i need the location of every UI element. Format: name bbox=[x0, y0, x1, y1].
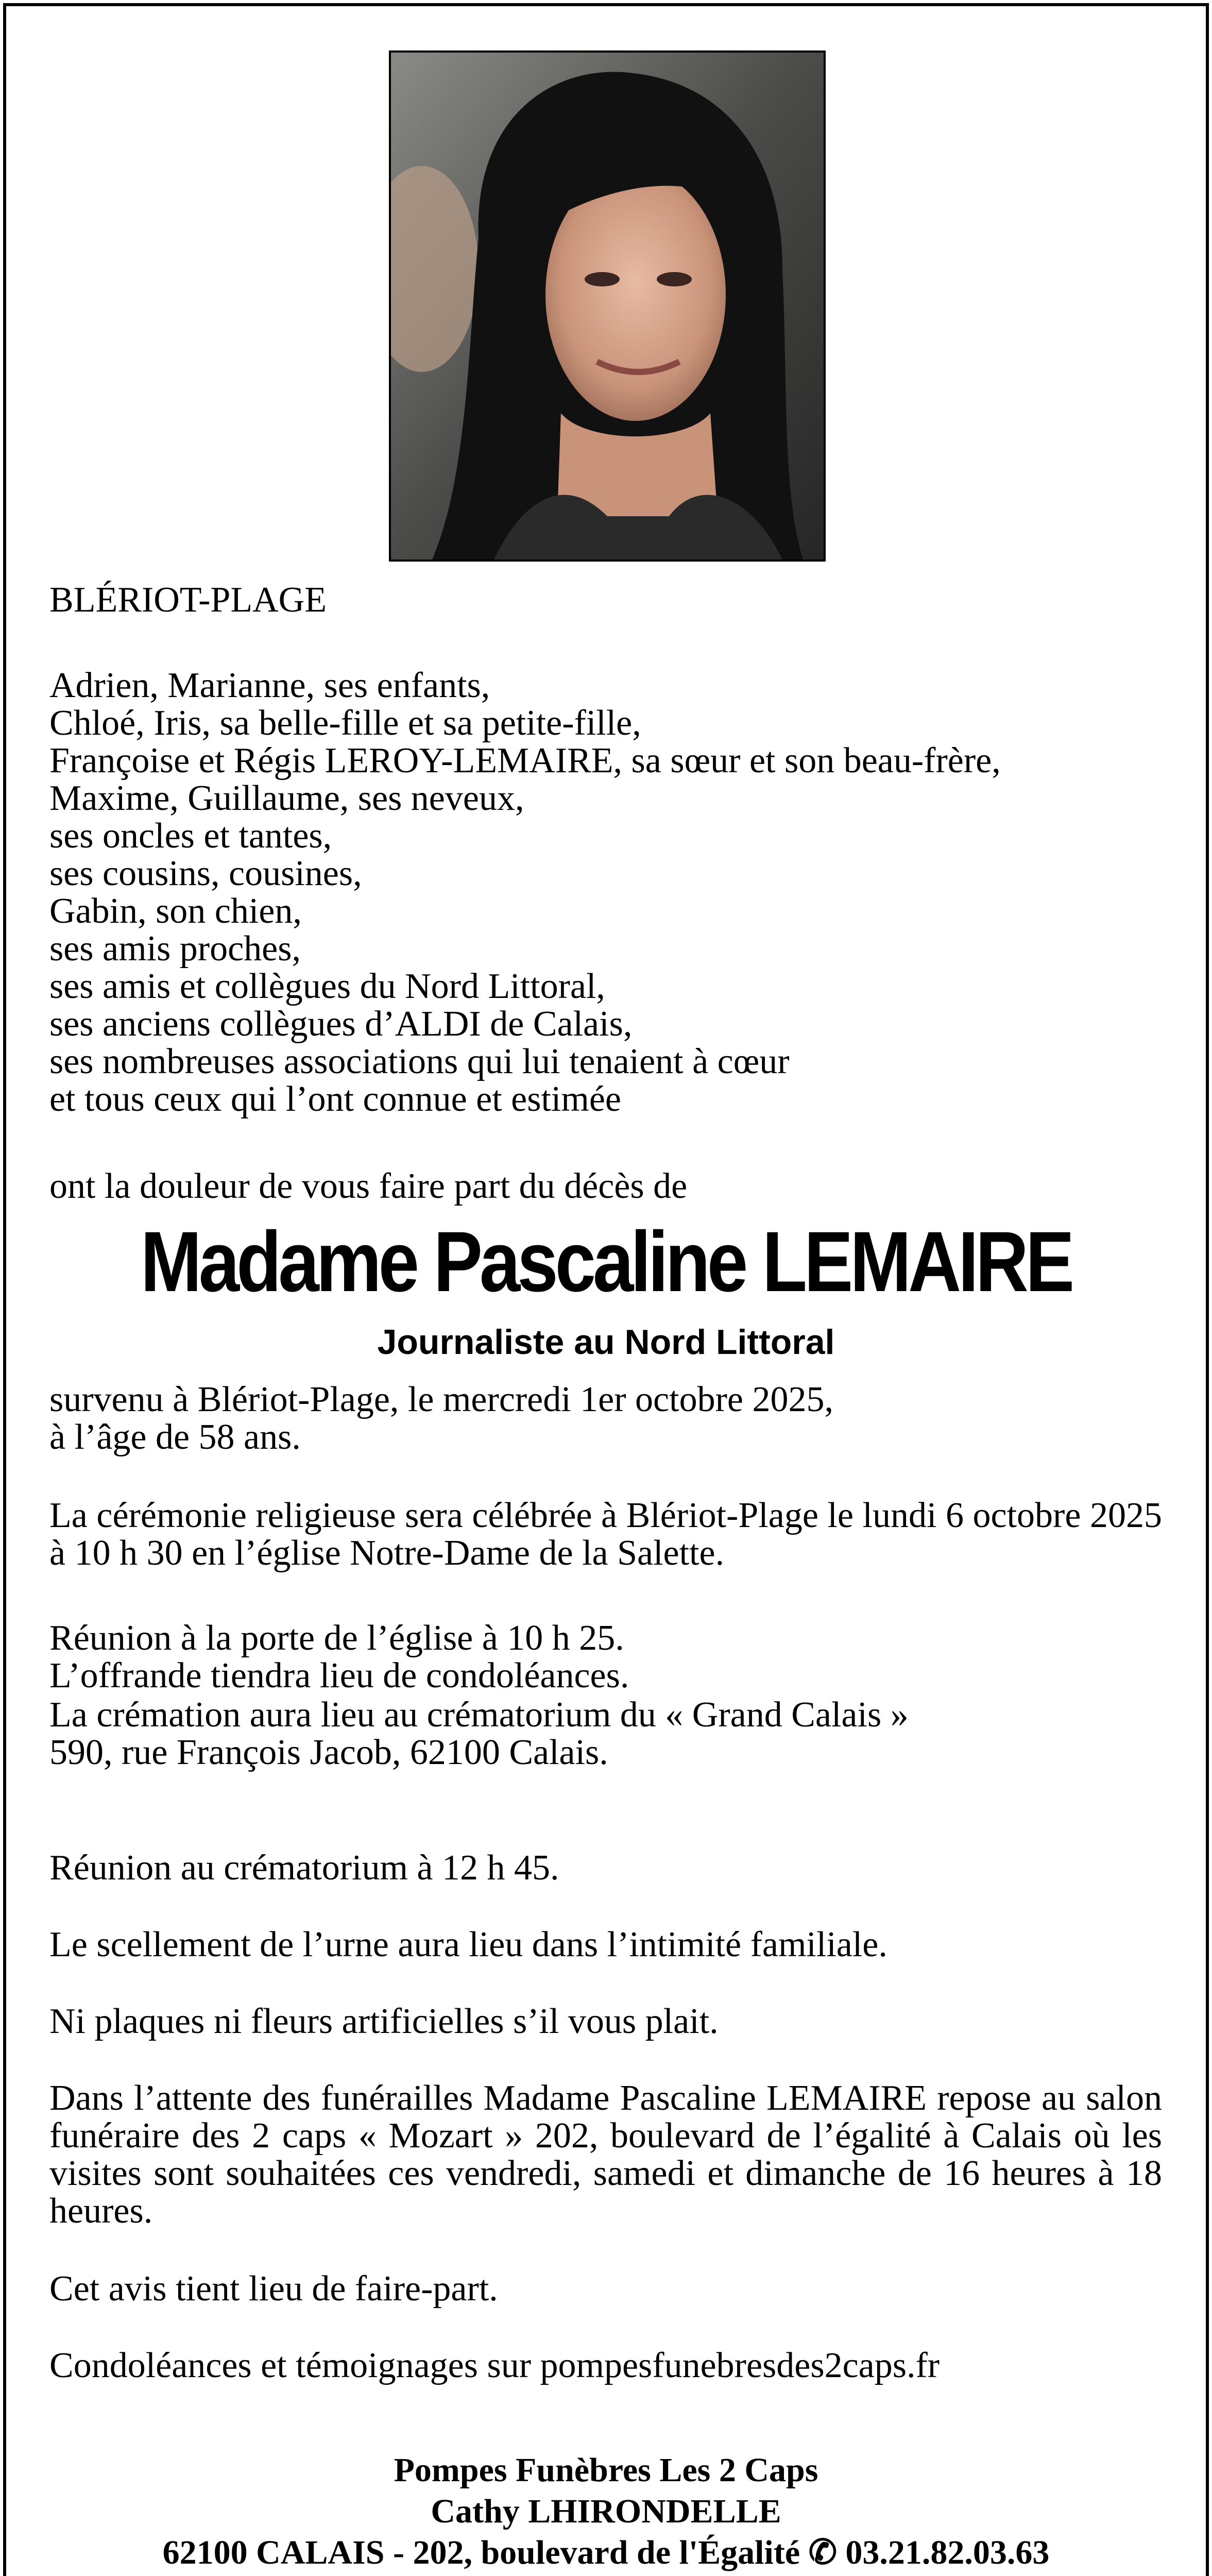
family-line: ses oncles et tantes, bbox=[49, 816, 332, 856]
funeral-home-name: Pompes Funèbres Les 2 Caps bbox=[394, 2451, 818, 2489]
paragraph-line: Ni plaques ni fleurs artificielles s’il vous plait. bbox=[49, 2002, 719, 2041]
deceased-name: Madame Pascaline LEMAIRE bbox=[140, 1214, 1072, 1310]
paragraph bbox=[49, 1619, 1162, 1694]
deceased-title: Journaliste au Nord Littoral bbox=[377, 1323, 835, 1362]
paragraph bbox=[49, 1696, 1162, 1771]
family-line: Gabin, son chien, bbox=[49, 891, 302, 931]
family-line: ses cousins, cousines, bbox=[49, 854, 362, 893]
paragraph bbox=[49, 1849, 1162, 1887]
paragraph-line: La crémation aura lieu au crématorium du « Grand Calais » bbox=[49, 1695, 909, 1735]
announcement: ont la douleur de vous faire part du décès de bbox=[49, 1166, 688, 1206]
death-info-line: à l’âge de 58 ans. bbox=[49, 1417, 301, 1457]
family-line: Maxime, Guillaume, ses neveux, bbox=[49, 778, 524, 818]
family-list bbox=[49, 667, 1162, 1118]
paragraph-line: Cet avis tient lieu de faire-part. bbox=[49, 2269, 498, 2309]
paragraph-line: Réunion à la porte de l’église à 10 h 25. bbox=[49, 1618, 624, 1658]
funeral-home-contact: Cathy LHIRONDELLE bbox=[431, 2493, 781, 2530]
funeral-home-footer bbox=[0, 2450, 1212, 2573]
paragraph-line: Condoléances et témoignages sur pompesfunebresdes2caps.fr bbox=[49, 2346, 940, 2385]
family-line: Adrien, Marianne, ses enfants, bbox=[49, 666, 490, 705]
paragraph-line: Réunion au crématorium à 12 h 45. bbox=[49, 1848, 559, 1888]
location-header: BLÉRIOT-PLAGE bbox=[49, 580, 327, 620]
family-line: ses amis et collègues du Nord Littoral, bbox=[49, 967, 605, 1006]
paragraph bbox=[49, 2003, 1162, 2040]
paragraph-line: Le scellement de l’urne aura lieu dans l’intimité familiale. bbox=[49, 1925, 887, 1964]
paragraph: La cérémonie religieuse sera célébrée à Blériot-Plage le lundi 6 octobre 2025 à 10 h 30 en l’église Notre-Dame de la Salette. bbox=[49, 1496, 1162, 1573]
death-info bbox=[49, 1381, 1162, 1456]
funeral-home-address: 62100 CALAIS - 202, boulevard de l'Égalité ✆ 03.21.82.03.63 bbox=[162, 2534, 1050, 2571]
paragraph-line: 590, rue François Jacob, 62100 Calais. bbox=[49, 1733, 608, 1772]
paragraph bbox=[49, 1926, 1162, 1963]
family-line: ses nombreuses associations qui lui tenaient à cœur bbox=[49, 1042, 790, 1081]
paragraph bbox=[49, 2347, 1162, 2384]
paragraph bbox=[49, 2270, 1162, 2308]
family-line: et tous ceux qui l’ont connue et estimée bbox=[49, 1079, 621, 1119]
family-line: ses amis proches, bbox=[49, 929, 301, 969]
family-line: Françoise et Régis LEROY-LEMAIRE, sa sœur et son beau-frère, bbox=[49, 741, 1001, 781]
family-line: Chloé, Iris, sa belle-fille et sa petite-fille, bbox=[49, 703, 641, 743]
death-info-line: survenu à Blériot-Plage, le mercredi 1er octobre 2025, bbox=[49, 1380, 833, 1419]
portrait-photo bbox=[389, 50, 826, 562]
paragraph-line: L’offrande tiendra lieu de condoléances. bbox=[49, 1656, 629, 1696]
paragraph: Dans l’attente des funérailles Madame Pascaline LEMAIRE repose au salon funéraire des 2 caps « Mozart » 202, boulevard de l’égalité à Calais où les visites sont souhaitées ces vendredi, samedi et dimanche de 16 heures à 18 heures. bbox=[49, 2078, 1162, 2231]
family-line: ses anciens collègues d’ALDI de Calais, bbox=[49, 1004, 633, 1044]
